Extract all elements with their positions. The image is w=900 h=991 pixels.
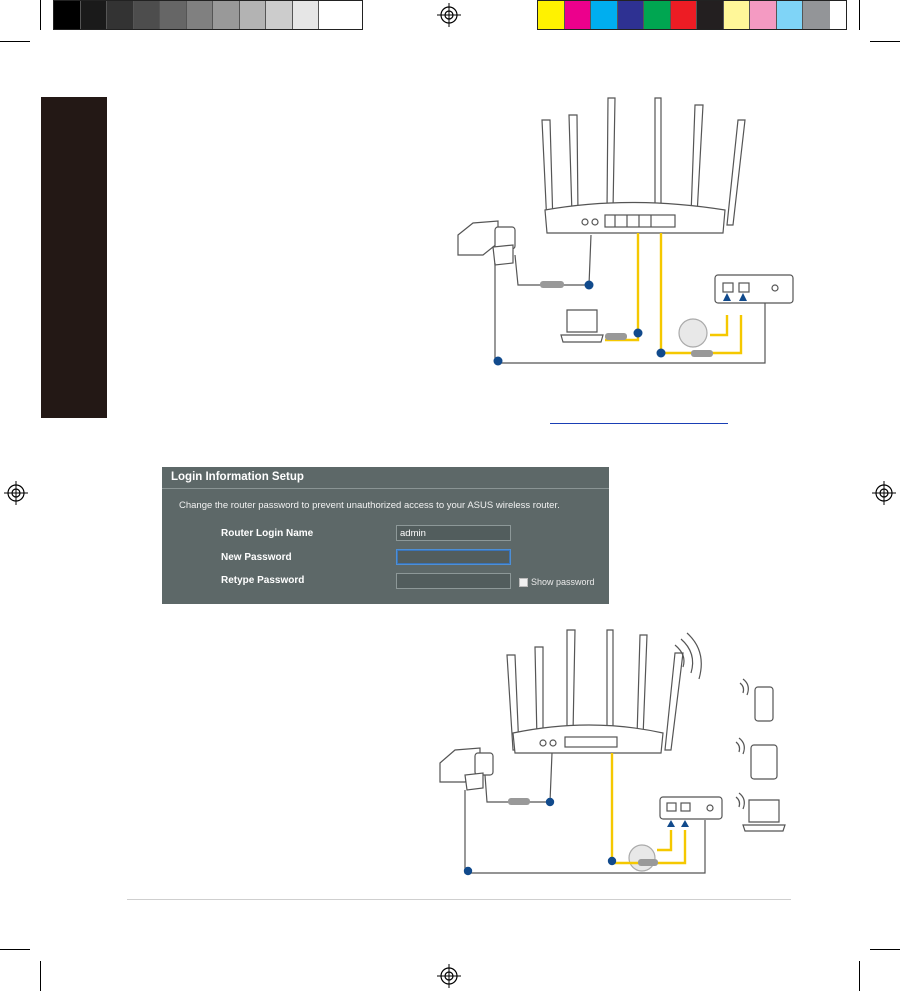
login-panel-title: Login Information Setup [162,467,609,489]
wired-setup-diagram [455,95,815,375]
retype-password-label: Retype Password [221,575,305,586]
new-password-label: New Password [221,552,292,563]
login-description: Change the router password to prevent unauthorized access to your ASUS wireless router. [179,500,560,511]
color-swatch [107,1,134,29]
color-swatch [240,1,267,29]
color-swatch [724,1,751,29]
crop-mark [870,949,900,950]
color-swatch [565,1,592,29]
color-swatch [591,1,618,29]
side-tab [41,97,107,418]
crop-mark [40,961,41,991]
color-swatch [160,1,187,29]
registration-mark-icon [872,481,896,505]
retype-password-input[interactable] [396,573,511,589]
color-bar [537,0,847,30]
grayscale-bar [53,0,363,30]
crop-mark [0,949,30,950]
crop-mark [40,0,41,30]
color-swatch [54,1,81,29]
color-swatch [538,1,565,29]
show-password-checkbox[interactable] [519,578,528,587]
color-swatch [319,1,346,29]
router-login-name-label: Router Login Name [221,528,314,539]
new-password-input[interactable] [396,549,511,565]
color-swatch [266,1,293,29]
color-swatch [671,1,698,29]
registration-mark-icon [4,481,28,505]
show-password-option[interactable] [519,577,595,587]
footer-rule [127,899,791,900]
registration-mark-icon [437,3,461,27]
color-swatch [81,1,108,29]
color-swatch [750,1,777,29]
color-swatch [618,1,645,29]
color-swatch [697,1,724,29]
wireless-setup-diagram [435,625,815,880]
color-swatch [777,1,804,29]
color-swatch [644,1,671,29]
login-setup-panel [162,467,609,604]
color-swatch [134,1,161,29]
crop-mark [859,961,860,991]
crop-mark [859,0,860,30]
router-login-name-input[interactable] [396,525,511,541]
color-swatch [293,1,320,29]
registration-mark-icon [437,964,461,988]
color-swatch [187,1,214,29]
crop-mark [0,41,30,42]
crop-mark [870,41,900,42]
url-underline [550,423,728,424]
color-swatch [213,1,240,29]
show-password-label: Show password [531,577,595,587]
color-swatch [803,1,830,29]
